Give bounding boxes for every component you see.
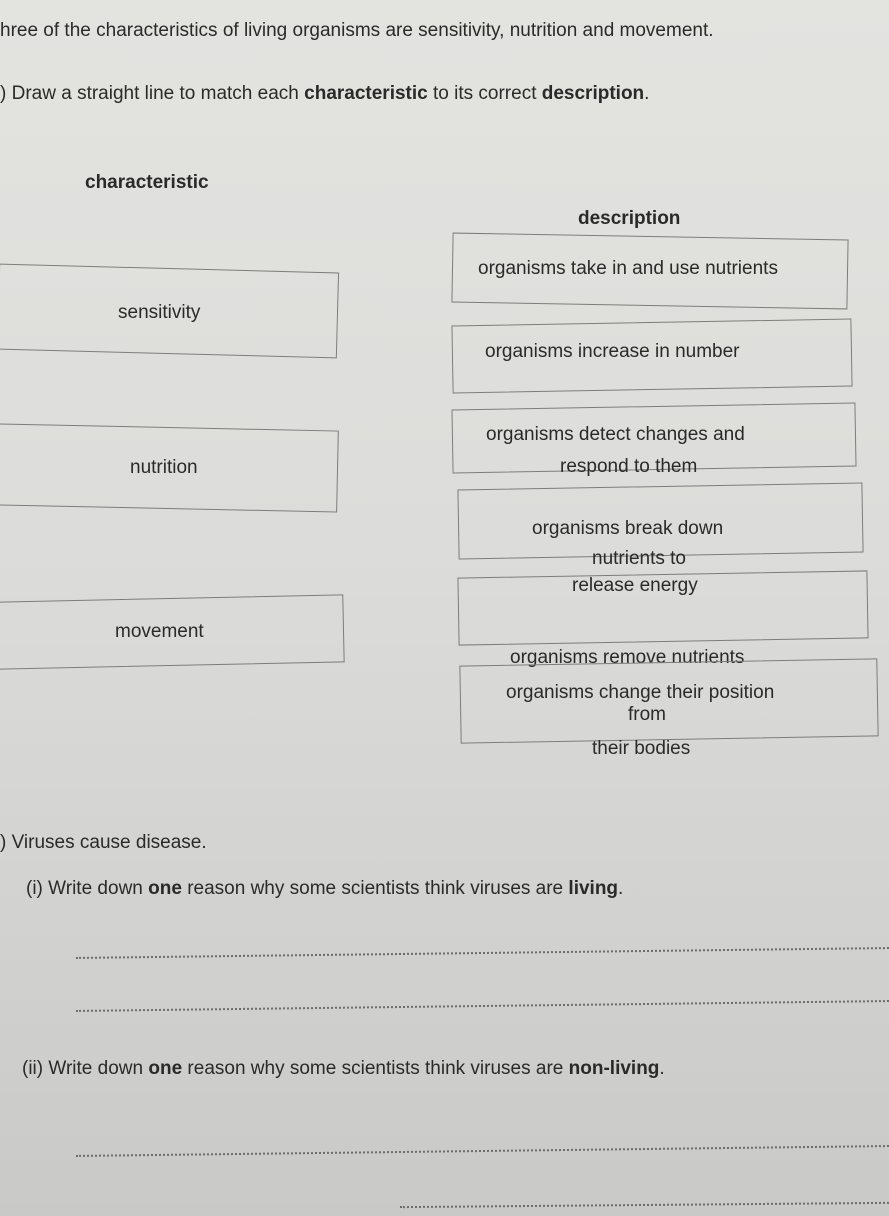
characteristic-header: characteristic: [85, 172, 209, 193]
description-label-respiration-line1: organisms break down: [532, 518, 724, 539]
part-ii-bold-non-living: non-living: [568, 1058, 660, 1079]
part-i-text: [26, 878, 623, 900]
question-a-text-before: Draw a straight line to match each: [6, 83, 305, 104]
description-label-movement-line3: their bodies: [592, 738, 691, 759]
part-ii-text-end: .: [659, 1058, 665, 1079]
part-i-text-mid: reason why some scientists think viruses are: [181, 878, 569, 899]
answer-line-i-2[interactable]: [76, 1000, 889, 1012]
question-a-bold-description: description: [541, 83, 645, 104]
part-i-label: (i): [26, 878, 43, 899]
description-label-nutrients: organisms take in and use nutrients: [478, 258, 778, 279]
description-label-excretion-line1: release energy: [572, 575, 698, 596]
answer-line-ii-2[interactable]: [400, 1202, 889, 1208]
answer-line-i-1[interactable]: [76, 947, 889, 959]
characteristic-label-nutrition: nutrition: [130, 457, 198, 478]
question-a-bold-characteristic: characteristic: [304, 83, 428, 104]
question-a-label: ): [0, 83, 7, 104]
description-label-movement-line1: organisms change their position: [506, 682, 775, 703]
characteristic-label-sensitivity: sensitivity: [118, 302, 201, 323]
description-label-movement-line2: from: [628, 704, 666, 725]
question-a-text-end: .: [644, 83, 650, 104]
part-i-bold-one: one: [148, 878, 182, 899]
question-a-text: [0, 83, 649, 105]
question-b-text: [0, 832, 207, 854]
part-ii-text-before: Write down: [43, 1058, 149, 1079]
part-i-text-before: Write down: [42, 878, 149, 899]
answer-line-ii-1[interactable]: [76, 1145, 889, 1157]
part-ii-label: (ii): [22, 1058, 44, 1079]
description-label-respiration-line2: nutrients to: [592, 548, 686, 569]
description-label-reproduction: organisms increase in number: [485, 341, 740, 362]
question-b-label: ): [0, 832, 7, 853]
intro-text: hree of the characteristics of living organisms are sensitivity, nutrition and movement.: [0, 20, 714, 41]
part-ii-bold-one: one: [148, 1058, 183, 1079]
description-label-excretion-line2: organisms remove nutrients: [510, 647, 745, 668]
part-i-text-end: .: [618, 878, 624, 899]
characteristic-label-movement: movement: [115, 621, 204, 642]
question-b-statement: Viruses cause disease.: [6, 832, 207, 853]
part-ii-text-mid: reason why some scientists think viruses are: [182, 1058, 569, 1079]
description-label-sensitivity-line2: respond to them: [560, 456, 698, 477]
description-label-sensitivity-line1: organisms detect changes and: [486, 424, 745, 445]
part-i-bold-living: living: [568, 878, 619, 899]
description-header: description: [578, 208, 681, 229]
question-a-text-mid: to its correct: [427, 83, 542, 104]
part-ii-text: [22, 1058, 665, 1080]
